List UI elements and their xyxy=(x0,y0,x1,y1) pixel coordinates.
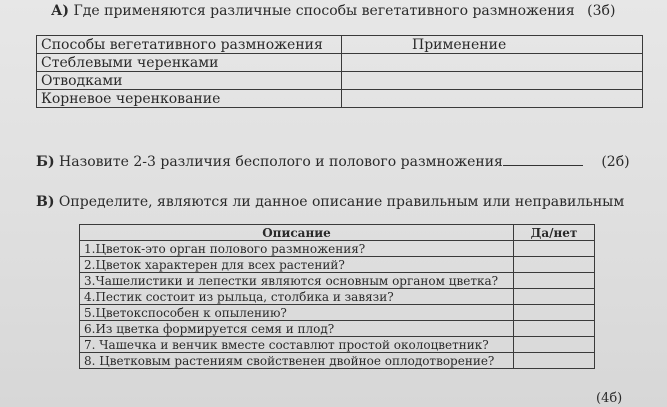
statement-cell: 6.Из цветка формируется семя и плод? xyxy=(80,321,514,337)
question-a-text: Где применяются различные способы вегетативного размножения xyxy=(73,3,575,19)
statement-cell: 1.Цветок-это орган полового размножения? xyxy=(80,241,514,257)
vegetative-methods-table xyxy=(36,35,643,108)
table-row xyxy=(80,305,595,321)
application-answer-cell[interactable] xyxy=(342,54,643,72)
method-cell: Отводками xyxy=(37,72,342,90)
question-b-letter: Б) xyxy=(36,154,55,170)
application-answer-cell[interactable] xyxy=(342,72,643,90)
question-a-letter: А) xyxy=(51,3,70,19)
question-c-letter: В) xyxy=(36,194,55,210)
statement-cell: 4.Пестик состоит из рыльца, столбика и завязи? xyxy=(80,289,514,305)
yes-no-answer-cell[interactable] xyxy=(514,241,595,257)
yes-no-answer-cell[interactable] xyxy=(514,273,595,289)
yes-no-answer-cell[interactable] xyxy=(514,257,595,273)
table-row xyxy=(80,321,595,337)
table-header-row xyxy=(37,36,643,54)
statement-cell: 5.Цветокспособен к опылению? xyxy=(80,305,514,321)
table-row xyxy=(37,72,643,90)
yes-no-answer-cell[interactable] xyxy=(514,353,595,369)
method-cell: Стеблевыми черенками xyxy=(37,54,342,72)
header-application: Применение xyxy=(342,36,643,54)
header-description: Описание xyxy=(80,225,514,241)
question-a-points: (3б) xyxy=(587,3,616,19)
statement-cell: 3.Чашелистики и лепестки являются основным органом цветка? xyxy=(80,273,514,289)
table-row xyxy=(80,241,595,257)
table-row xyxy=(80,257,595,273)
table-row xyxy=(80,353,595,369)
question-b-text: Назовите 2-3 различия бесполого и полового размножения xyxy=(59,154,503,170)
application-answer-cell[interactable] xyxy=(342,90,643,108)
table-row xyxy=(37,54,643,72)
table-header-row xyxy=(80,225,595,241)
yes-no-answer-cell[interactable] xyxy=(514,289,595,305)
statement-cell: 7. Чашечка и венчик вместе составлют простой околоцветник? xyxy=(80,337,514,353)
question-b-points: (2б) xyxy=(601,154,630,170)
table-row xyxy=(80,337,595,353)
question-c-points: (4б) xyxy=(596,391,623,406)
header-yes-no: Да/нет xyxy=(514,225,595,241)
question-b xyxy=(36,153,630,171)
table-row xyxy=(37,90,643,108)
question-c-text: Определите, являются ли данное описание правильным или неправильным xyxy=(58,194,625,210)
yes-no-answer-cell[interactable] xyxy=(514,305,595,321)
question-a xyxy=(51,2,615,20)
statement-cell: 2.Цветок характерен для всех растений? xyxy=(80,257,514,273)
statement-cell: 8. Цветковым растениям свойственен двойное оплодотворение? xyxy=(80,353,514,369)
answer-line[interactable] xyxy=(503,153,583,166)
table-row xyxy=(80,289,595,305)
yes-no-answer-cell[interactable] xyxy=(514,321,595,337)
method-cell: Корневое черенкование xyxy=(37,90,342,108)
header-methods: Способы вегетативного размножения xyxy=(37,36,342,54)
question-c xyxy=(36,193,624,211)
yes-no-answer-cell[interactable] xyxy=(514,337,595,353)
statements-table xyxy=(79,224,595,369)
table-row xyxy=(80,273,595,289)
